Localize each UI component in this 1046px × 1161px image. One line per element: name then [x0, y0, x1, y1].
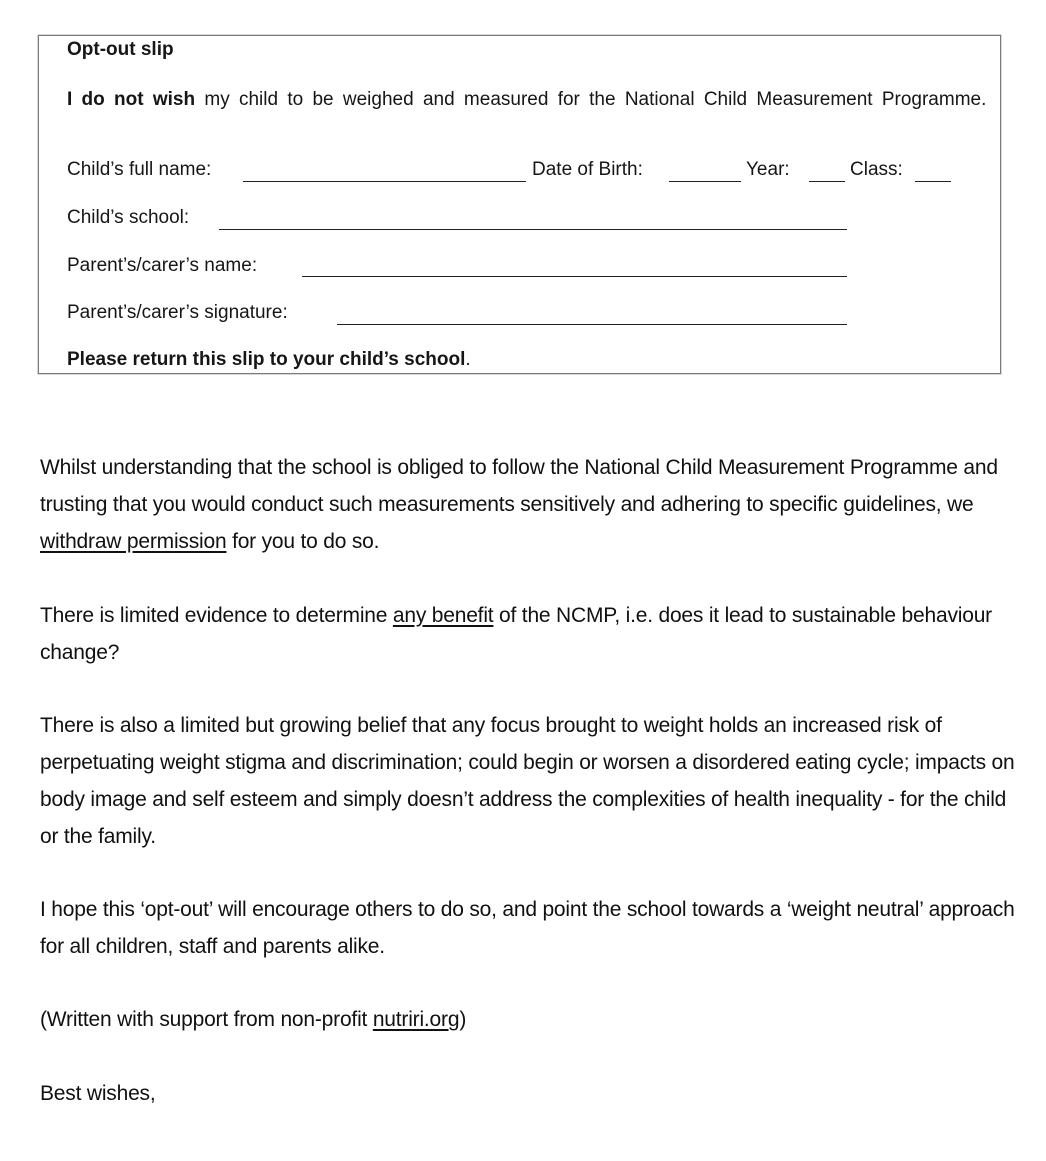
- slip-title: Opt-out slip: [67, 39, 174, 60]
- p1-text-after: for you to do so.: [226, 530, 380, 553]
- statement-emphasis: I do not wish: [67, 89, 196, 110]
- paragraph-withdraw-permission: [40, 449, 1030, 560]
- return-instruction-text: Please return this slip to your child’s school: [67, 349, 466, 370]
- class-field[interactable]: [915, 181, 951, 182]
- dob-field[interactable]: [669, 181, 741, 182]
- paragraph-encourage-others: I hope this ‘opt-out’ will encourage others to do so, and point the school towards a ‘weight neutral’ approach for all children, staff and parents alike.: [40, 898, 1015, 958]
- signoff: Best wishes,: [40, 1082, 156, 1105]
- return-instruction-period: .: [465, 349, 471, 370]
- p5-text-after: ): [459, 1008, 467, 1031]
- parent-name-field[interactable]: [302, 276, 847, 277]
- child-name-field[interactable]: [243, 181, 526, 182]
- p1-text-before: Whilst understanding that the school is obliged to follow the National Child Measurement Programme and trusting that you would conduct such measurements sensitively and adhering to specific guidelines, we: [40, 456, 998, 516]
- year-label: Year:: [746, 159, 790, 180]
- slip-statement: [67, 87, 992, 112]
- opt-out-slip: [38, 35, 1001, 374]
- nutriri-link[interactable]: nutriri.org: [372, 1008, 460, 1031]
- p2-text-before: There is limited evidence to determine: [40, 604, 393, 627]
- p5-text-before: (Written with support from non-profit: [40, 1008, 373, 1031]
- paragraph-limited-evidence: [40, 597, 1030, 671]
- paragraph-written-with-support: [40, 1001, 1030, 1038]
- parent-name-label: Parent’s/carer’s name:: [67, 255, 258, 276]
- withdraw-permission-link[interactable]: withdraw permission: [40, 530, 227, 553]
- parent-signature-label: Parent’s/carer’s signature:: [67, 302, 288, 323]
- year-field[interactable]: [809, 181, 845, 182]
- parent-signature-field[interactable]: [337, 324, 847, 325]
- p2-text-after: of the NCMP, i.e. does it lead to sustainable behaviour change?: [40, 604, 992, 664]
- any-benefit-link[interactable]: any benefit: [392, 604, 494, 627]
- statement-text: my child to be weighed and measured for the National Child Measurement Programme.: [195, 89, 987, 110]
- school-field[interactable]: [219, 229, 847, 230]
- child-name-label: Child’s full name:: [67, 159, 212, 180]
- school-label: Child’s school:: [67, 207, 190, 228]
- class-label: Class:: [850, 159, 903, 180]
- dob-label: Date of Birth:: [532, 159, 643, 180]
- paragraph-weight-stigma: There is also a limited but growing belief that any focus brought to weight holds an increased risk of perpetuating weight stigma and discrimination; could begin or worsen a disordered eating cycle; impacts on body image and self esteem and simply doesn’t address the complexities of health inequality - for the child or the family.: [40, 714, 1015, 848]
- return-instruction: [67, 349, 471, 371]
